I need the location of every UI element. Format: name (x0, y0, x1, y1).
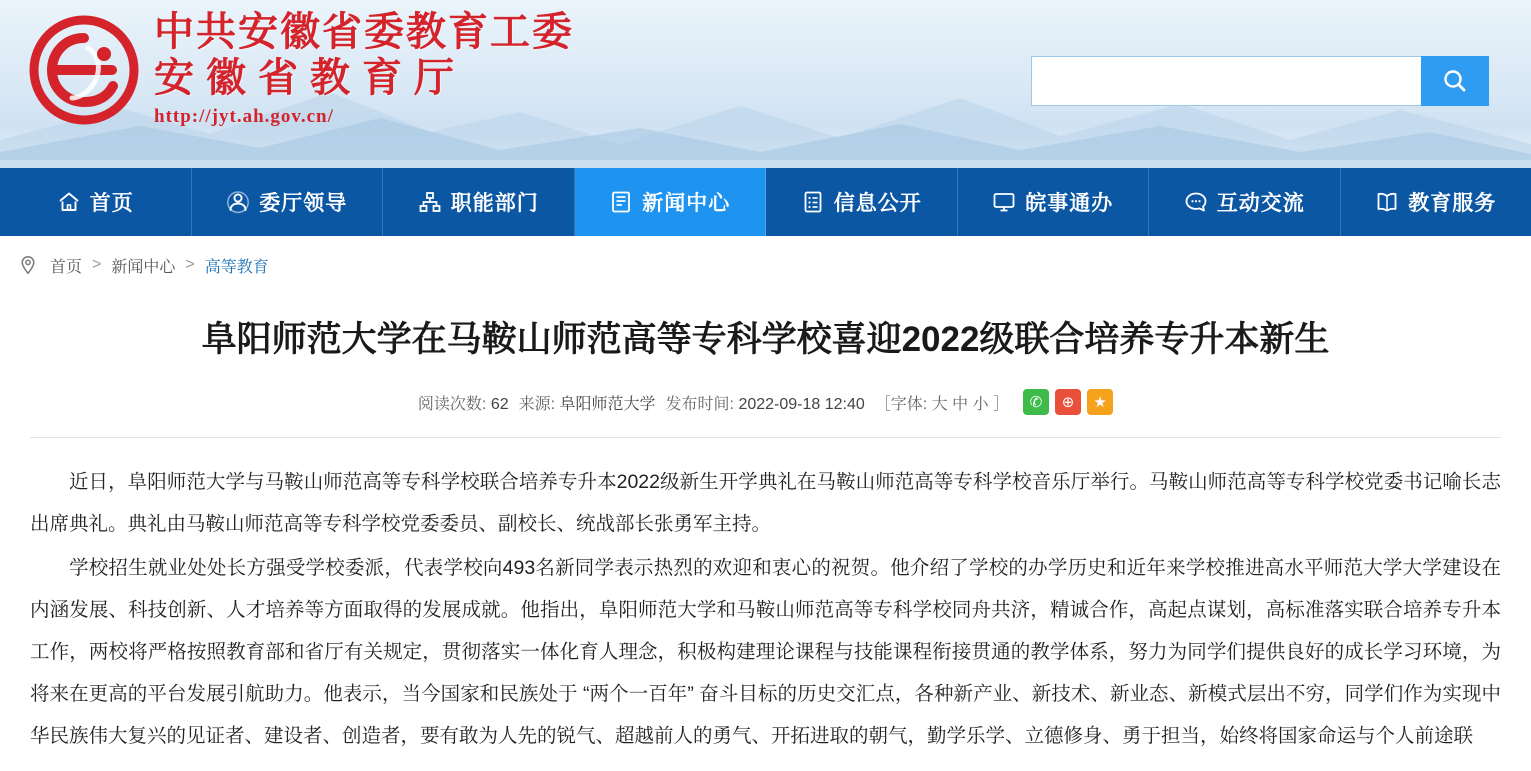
views-label: 阅读次数: (417, 395, 487, 413)
location-pin-icon (18, 255, 38, 275)
nav-item-leadership[interactable] (192, 168, 384, 236)
chat-bubble-icon (1184, 190, 1208, 214)
person-badge-icon (226, 190, 250, 214)
publish-value: 2022-09-18 12:40 (738, 395, 865, 413)
search-icon (1441, 67, 1469, 95)
article (0, 316, 1531, 758)
font-size-small[interactable]: 小 (972, 395, 989, 413)
nav-item-label: 首页 (89, 192, 134, 215)
nav-item-news-center[interactable] (575, 168, 767, 236)
nav-item-label: 皖事通办 (1025, 192, 1114, 215)
source-value: 阜阳师范大学 (559, 395, 656, 413)
wechat-share-icon[interactable]: ✆ (1023, 389, 1049, 415)
news-document-icon (609, 190, 633, 214)
nav-item-label: 职能部门 (450, 192, 539, 215)
source-label: 来源: (518, 395, 556, 413)
logo-line-1: 中共安徽省委教育工委 (154, 9, 574, 54)
monitor-icon (992, 190, 1016, 214)
font-size-medium[interactable]: 中 (952, 395, 969, 413)
article-paragraph: 学校招生就业处处长方强受学校委派，代表学校向493名新同学表示热烈的欢迎和衷心的祝贺。他介绍了学校的办学历史和近年来学校推进高水平师范大学大学建设在内涵发展、科技创新、人才培养等方面取得的发展成就。他指出，阜阳师范大学和马鞍山师范高等专科学校同舟共济，精诚合作，高起点谋划，高标准落实联合培养专升本工作，两校将严格按照教育部和省厅有关规定，贯彻落实一体化育人理念，积极构建理论课程与技能课程衔接贯通的教学体系，努力为同学们提供良好的成长学习环境，为将来在更高的平台发展引航助力。他表示，当今国家和民族处于 “两个一百年” 奋斗目标的历史交汇点，各种新产业、新技术、新业态、新模式层出不穷，同学们作为实现中华民族伟大复兴的见证者、建设者、创造者，要有敢为人先的锐气、超越前人的勇气、开拓进取的朝气，勤学乐学、立德修身、勇于担当，始终将国家命运与个人前途联 (30, 557, 1501, 747)
breadcrumb-item-news-center[interactable]: 新闻中心 (111, 258, 176, 276)
logo-line-2: 安徽省教育厅 (154, 55, 466, 100)
favorite-share-icon[interactable]: ★ (1087, 389, 1113, 415)
publish-meta (666, 391, 865, 414)
font-size-control[interactable] (875, 391, 1009, 414)
home-icon (57, 190, 81, 214)
open-book-icon (1375, 190, 1399, 214)
nav-item-education-service[interactable] (1341, 168, 1531, 236)
breadcrumb (0, 236, 1531, 294)
org-chart-icon (418, 190, 442, 214)
nav-item-label: 互动交流 (1216, 192, 1305, 215)
nav-item-label: 教育服务 (1408, 192, 1497, 215)
nav-item-label: 新闻中心 (642, 192, 731, 215)
views-meta (418, 391, 509, 414)
nav-item-label: 委厅领导 (259, 192, 348, 215)
font-size-large[interactable]: 大 (931, 395, 948, 413)
article-meta (30, 389, 1501, 415)
nav-item-interaction[interactable] (1149, 168, 1341, 236)
search-button[interactable] (1421, 56, 1489, 106)
breadcrumb-item-home[interactable]: 首页 (50, 258, 83, 276)
article-body (30, 462, 1501, 757)
weibo-share-icon[interactable]: ⊕ (1055, 389, 1081, 415)
site-search[interactable] (1031, 56, 1489, 106)
nav-item-label: 信息公开 (833, 192, 922, 215)
main-nav[interactable] (0, 168, 1531, 236)
nav-item-home[interactable] (0, 168, 192, 236)
views-value: 62 (490, 395, 509, 413)
nav-item-departments[interactable] (383, 168, 575, 236)
site-header (0, 0, 1531, 168)
nav-item-wanshitongban[interactable] (958, 168, 1150, 236)
logo-url: http://jyt.ah.gov.cn/ (154, 106, 334, 127)
meta-divider (30, 437, 1501, 438)
search-input[interactable] (1031, 56, 1421, 106)
breadcrumb-separator: > (185, 256, 195, 273)
source-meta (519, 391, 656, 414)
font-size-prefix: ［字体: (874, 395, 928, 413)
publish-label: 发布时间: (665, 395, 734, 413)
red-e-seal-logo-icon (28, 14, 140, 126)
nav-item-info-disclosure[interactable] (766, 168, 958, 236)
share-bar[interactable] (1023, 389, 1113, 415)
breadcrumb-item-higher-education[interactable]: 高等教育 (204, 258, 269, 276)
page-title: 阜阳师范大学在马鞍山师范高等专科学校喜迎2022级联合培养专升本新生 (201, 320, 1330, 359)
font-size-suffix: ］ (993, 395, 1010, 413)
list-document-icon (801, 190, 825, 214)
article-paragraph: 近日，阜阳师范大学与马鞍山师范高等专科学校联合培养专升本2022级新生开学典礼在马鞍山师范高等专科学校音乐厅举行。马鞍山师范高等专科学校党委书记喻长志出席典礼。典礼由马鞍山师范高等专科学校党委委员、副校长、统战部长张勇军主持。 (30, 471, 1501, 536)
breadcrumb-separator: > (92, 256, 102, 273)
site-logo[interactable] (28, 9, 574, 128)
